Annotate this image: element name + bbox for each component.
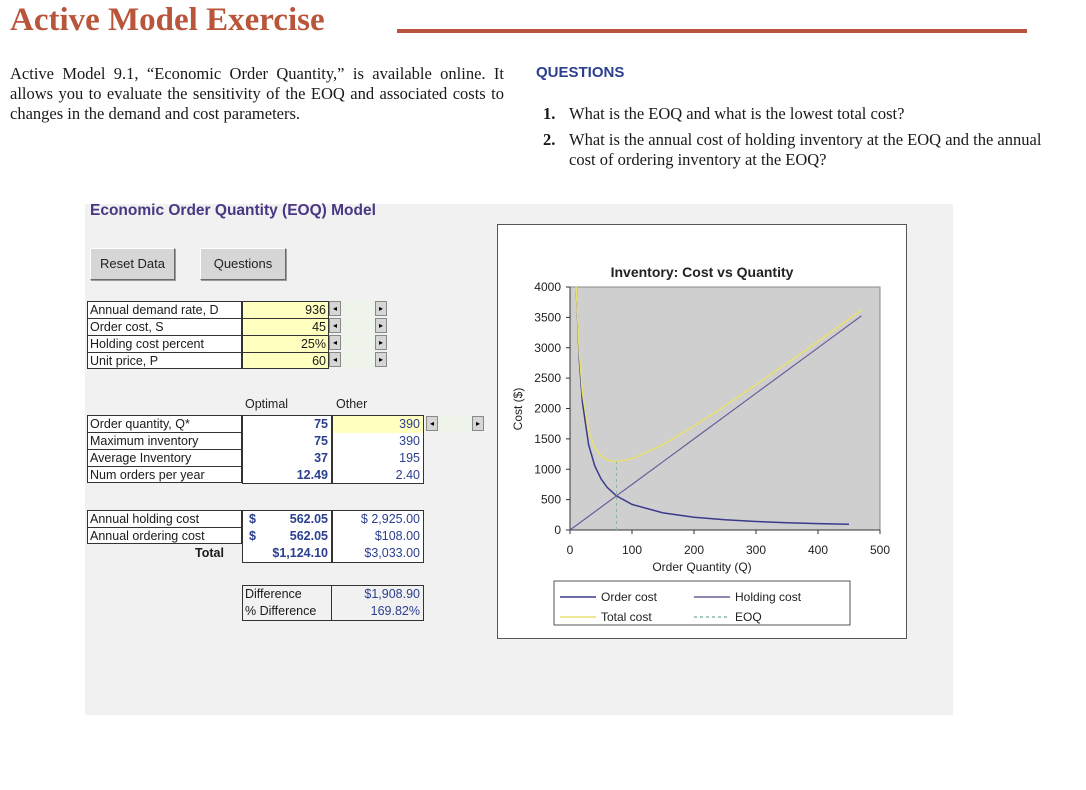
other-column-heading: Other xyxy=(336,397,368,411)
model-title: Economic Order Quantity (EOQ) Model xyxy=(90,202,376,219)
cost-labels xyxy=(87,510,242,544)
page-title: Active Model Exercise xyxy=(10,2,325,38)
scroll-right-icon[interactable]: ▸ xyxy=(472,416,484,431)
questions-list xyxy=(543,104,1043,176)
other-ordering-cost: $108.00 xyxy=(374,529,420,543)
optimal-average-inventory: 37 xyxy=(314,451,328,465)
y-tick-label: 3500 xyxy=(534,310,561,325)
difference-box xyxy=(242,585,424,621)
percent-difference-value: 169.82% xyxy=(370,604,420,618)
question-text: What is the annual cost of holding inventory at the EOQ and the annual cost of ordering inventory at the EOQ? xyxy=(569,130,1042,169)
question-text: What is the EOQ and what is the lowest total cost? xyxy=(569,104,905,123)
legend-label: EOQ xyxy=(735,610,762,624)
holding-percent-input[interactable]: 25% xyxy=(242,335,329,352)
chart-title: Inventory: Cost vs Quantity xyxy=(610,264,794,280)
scroll-track[interactable] xyxy=(341,335,375,350)
order-quantity-label: Order quantity, Q* xyxy=(87,415,242,432)
optimal-ordering-cost-value: 562.05 xyxy=(289,529,328,543)
reset-data-button[interactable]: Reset Data xyxy=(90,248,175,280)
scroll-track[interactable] xyxy=(341,318,375,333)
input-row-order-cost xyxy=(87,318,387,335)
demand-scrollbar[interactable] xyxy=(329,301,387,316)
questions-button[interactable]: Questions xyxy=(200,248,286,280)
x-axis-label: Order Quantity (Q) xyxy=(652,560,752,574)
scroll-left-icon[interactable]: ◂ xyxy=(329,335,341,350)
annual-ordering-cost-label: Annual ordering cost xyxy=(87,527,242,544)
x-tick-label: 400 xyxy=(807,543,829,557)
question-number: 1. xyxy=(543,104,556,123)
other-average-inventory: 195 xyxy=(399,451,420,465)
unit-price-label: Unit price, P xyxy=(87,352,242,369)
holding-percent-scrollbar[interactable] xyxy=(329,335,387,350)
unit-price-scrollbar[interactable] xyxy=(329,352,387,367)
input-row-unit-price xyxy=(87,352,387,369)
y-tick-label: 1500 xyxy=(534,431,561,446)
other-total-cost: $3,033.00 xyxy=(364,546,420,560)
other-orders-per-year: 2.40 xyxy=(395,468,420,482)
scroll-right-icon[interactable]: ▸ xyxy=(375,318,387,333)
cost-vs-quantity-chart xyxy=(497,224,907,639)
order-cost-input[interactable]: 45 xyxy=(242,318,329,335)
title-rule xyxy=(397,29,1027,33)
scroll-track[interactable] xyxy=(438,416,472,431)
scroll-track[interactable] xyxy=(341,301,375,316)
y-tick-label: 2500 xyxy=(534,371,561,386)
other-quantity-box xyxy=(332,415,424,484)
percent-difference-label: % Difference xyxy=(243,603,332,620)
y-axis-label: Cost ($) xyxy=(511,387,525,431)
input-row-holding-percent xyxy=(87,335,387,352)
other-quantity-scrollbar[interactable] xyxy=(426,416,484,431)
order-cost-scrollbar[interactable] xyxy=(329,318,387,333)
legend-label: Holding cost xyxy=(735,590,802,604)
scroll-track[interactable] xyxy=(341,352,375,367)
maximum-inventory-label: Maximum inventory xyxy=(87,432,242,449)
other-maximum-inventory: 390 xyxy=(399,434,420,448)
optimal-order-quantity: 75 xyxy=(314,417,328,431)
order-cost-label: Order cost, S xyxy=(87,318,242,335)
intro-text: Active Model 9.1, “Economic Order Quantity,” is available online. It allows you to evaluate the sensitivity of the EOQ and associated costs to changes in the demand and cost parameters. xyxy=(10,64,504,123)
other-cost-box xyxy=(332,510,424,563)
input-parameters xyxy=(87,301,387,369)
y-tick-label: 4000 xyxy=(534,280,561,294)
optimal-orders-per-year: 12.49 xyxy=(296,468,328,482)
legend-label: Order cost xyxy=(601,590,658,604)
x-tick-label: 300 xyxy=(745,543,767,557)
holding-percent-label: Holding cost percent xyxy=(87,335,242,352)
x-tick-label: 0 xyxy=(566,543,574,557)
question-number: 2. xyxy=(543,130,556,149)
currency-sign: $ xyxy=(249,529,256,543)
orders-per-year-label: Num orders per year xyxy=(87,466,242,483)
scroll-left-icon[interactable]: ◂ xyxy=(329,318,341,333)
optimal-cost-box xyxy=(242,510,332,563)
optimal-holding-cost xyxy=(243,511,331,528)
other-order-quantity-input[interactable]: 390 xyxy=(333,416,423,433)
scroll-left-icon[interactable]: ◂ xyxy=(426,416,438,431)
optimal-ordering-cost xyxy=(243,528,331,545)
total-label: Total xyxy=(195,546,224,560)
scroll-left-icon[interactable]: ◂ xyxy=(329,352,341,367)
unit-price-input[interactable]: 60 xyxy=(242,352,329,369)
quantity-labels xyxy=(87,415,242,483)
question-item xyxy=(543,130,1043,170)
questions-heading: QUESTIONS xyxy=(536,64,625,81)
scroll-right-icon[interactable]: ▸ xyxy=(375,335,387,350)
question-item xyxy=(543,104,1043,124)
x-tick-label: 100 xyxy=(621,543,643,557)
difference-value: $1,908.90 xyxy=(364,587,420,601)
annual-holding-cost-label: Annual holding cost xyxy=(87,510,242,527)
y-tick-label: 500 xyxy=(540,492,561,507)
input-row-demand xyxy=(87,301,387,318)
optimal-quantity-box xyxy=(242,415,332,484)
average-inventory-label: Average Inventory xyxy=(87,449,242,466)
x-tick-label: 500 xyxy=(869,543,891,557)
currency-sign: $ xyxy=(249,512,256,526)
demand-input[interactable]: 936 xyxy=(242,301,329,318)
demand-label: Annual demand rate, D xyxy=(87,301,242,318)
optimal-column-heading: Optimal xyxy=(245,397,289,411)
difference-label: Difference xyxy=(243,586,332,603)
optimal-total-cost: $1,124.10 xyxy=(272,546,328,560)
y-tick-label: 0 xyxy=(554,523,561,537)
y-tick-label: 3000 xyxy=(534,340,561,355)
scroll-right-icon[interactable]: ▸ xyxy=(375,352,387,367)
optimal-holding-cost-value: 562.05 xyxy=(289,512,328,526)
x-tick-label: 200 xyxy=(683,543,705,557)
chart-svg xyxy=(498,225,906,638)
y-tick-label: 1000 xyxy=(534,462,561,477)
y-tick-label: 2000 xyxy=(534,401,561,416)
optimal-maximum-inventory: 75 xyxy=(314,434,328,448)
legend-box xyxy=(554,581,850,625)
eoq-model-panel xyxy=(85,204,953,715)
other-holding-cost: $ 2,925.00 xyxy=(360,512,420,526)
scroll-left-icon[interactable]: ◂ xyxy=(329,301,341,316)
scroll-right-icon[interactable]: ▸ xyxy=(375,301,387,316)
legend-label: Total cost xyxy=(601,610,652,624)
